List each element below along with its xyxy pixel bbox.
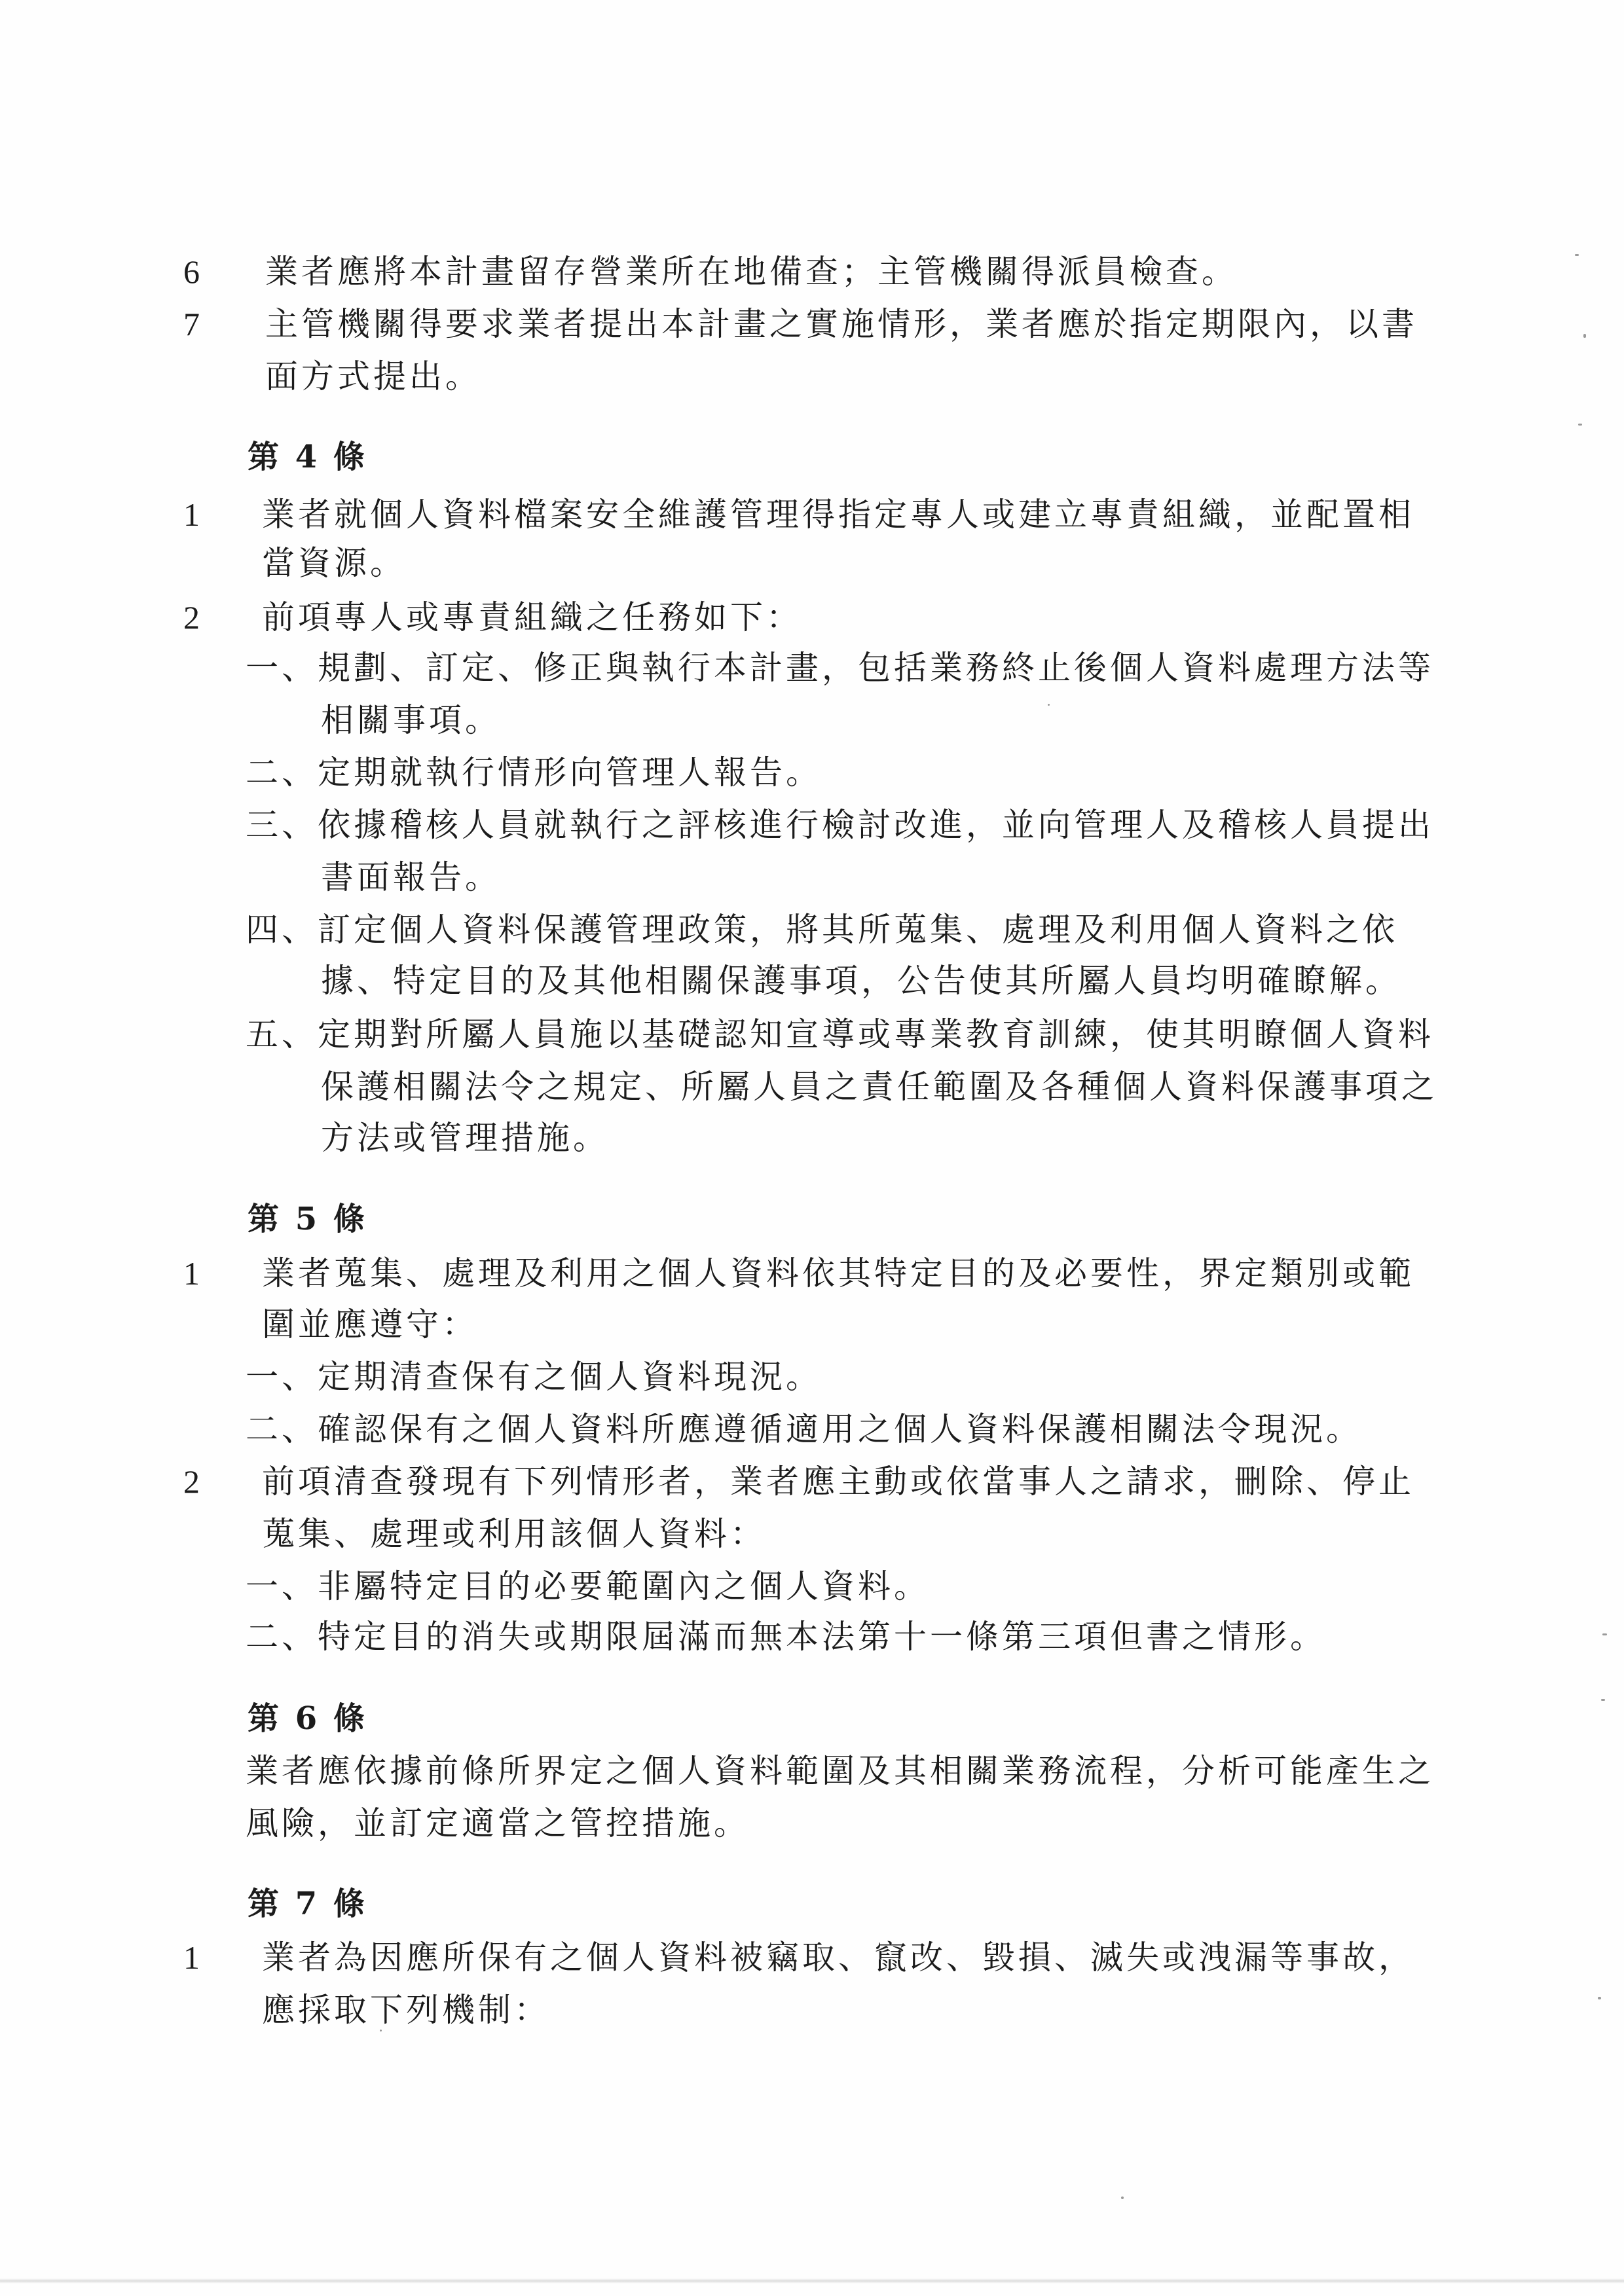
scan-speck <box>1583 334 1586 338</box>
article-text-continued: 風險，並訂定適當之管控措施。 <box>246 1804 750 1842</box>
paragraph-number: 2 <box>183 599 200 636</box>
subitem-text-continued: 據、特定目的及其他相關保護事項，公告使其所屬人員均明確瞭解。 <box>321 962 1401 1000</box>
paragraph-text: 業者就個人資料檔案安全維護管理得指定專人或建立專責組織，並配置相 <box>262 496 1414 534</box>
item-text: 主管機關得要求業者提出本計畫之實施情形，業者應於指定期限內，以書 <box>265 305 1418 343</box>
paragraph-text-continued: 蒐集、處理或利用該個人資料： <box>262 1515 766 1553</box>
paragraph-number: 1 <box>183 496 200 533</box>
paragraph-text-continued: 圍並應遵守： <box>262 1305 478 1343</box>
scan-speck <box>1048 704 1050 706</box>
scan-speck <box>1575 254 1579 256</box>
scan-bottom-edge <box>0 2278 1624 2284</box>
article-heading: 第 4 條 <box>248 439 367 475</box>
paragraph-number: 1 <box>183 1255 200 1292</box>
subitem-text: 一、定期清查保有之個人資料現況。 <box>246 1358 822 1396</box>
item-number: 6 <box>183 253 200 290</box>
article-heading: 第 7 條 <box>248 1886 367 1922</box>
subitem-text: 二、定期就執行情形向管理人報告。 <box>246 754 822 792</box>
paragraph-text: 業者為因應所保有之個人資料被竊取、竄改、毀損、滅失或洩漏等事故， <box>262 1939 1414 1977</box>
item-text: 業者應將本計畫留存營業所在地備查；主管機關得派員檢查。 <box>265 253 1238 291</box>
paragraph-number: 1 <box>183 1939 200 1976</box>
item-number: 7 <box>183 306 200 342</box>
article-text: 業者應依據前條所界定之個人資料範圍及其相關業務流程，分析可能產生之 <box>246 1752 1434 1790</box>
item-text-continued: 面方式提出。 <box>265 357 481 395</box>
subitem-text: 四、訂定個人資料保護管理政策，將其所蒐集、處理及利用個人資料之依 <box>246 911 1398 949</box>
paragraph-text-continued: 應採取下列機制： <box>262 1991 550 2029</box>
scan-speck <box>1578 424 1582 426</box>
paragraph-text: 前項清查發現有下列情形者，業者應主動或依當事人之請求，刪除、停止 <box>262 1463 1414 1501</box>
subitem-text: 一、非屬特定目的必要範圍內之個人資料。 <box>246 1567 930 1605</box>
subitem-text-continued: 相關事項。 <box>321 701 501 739</box>
subitem-text-continued: 保護相關法令之規定、所屬人員之責任範圍及各種個人資料保護事項之 <box>321 1068 1437 1106</box>
scan-speck <box>1601 1699 1605 1701</box>
subitem-text-continued: 方法或管理措施。 <box>321 1119 609 1157</box>
article-heading: 第 5 條 <box>248 1201 367 1237</box>
scan-speck <box>380 2030 382 2032</box>
subitem-text-continued: 書面報告。 <box>321 858 501 896</box>
subitem-text: 一、規劃、訂定、修正與執行本計畫，包括業務終止後個人資料處理方法等 <box>246 649 1434 687</box>
scan-speck <box>1602 1633 1607 1635</box>
scan-speck <box>1121 2196 1124 2199</box>
paragraph-text-continued: 當資源。 <box>262 544 406 582</box>
paragraph-text: 前項專人或專責組織之任務如下： <box>262 598 802 636</box>
paragraph-text: 業者蒐集、處理及利用之個人資料依其特定目的及必要性，界定類別或範 <box>262 1254 1414 1292</box>
article-heading: 第 6 條 <box>248 1700 367 1737</box>
subitem-text: 二、特定目的消失或期限屆滿而無本法第十一條第三項但書之情形。 <box>246 1618 1326 1656</box>
subitem-text: 五、定期對所屬人員施以基礎認知宣導或專業教育訓練，使其明瞭個人資料 <box>246 1015 1434 1053</box>
subitem-text: 三、依據稽核人員就執行之評核進行檢討改進，並向管理人及稽核人員提出 <box>246 806 1434 844</box>
paragraph-number: 2 <box>183 1463 200 1500</box>
subitem-text: 二、確認保有之個人資料所應遵循適用之個人資料保護相關法令現況。 <box>246 1410 1362 1448</box>
scan-speck <box>1598 1997 1601 1999</box>
